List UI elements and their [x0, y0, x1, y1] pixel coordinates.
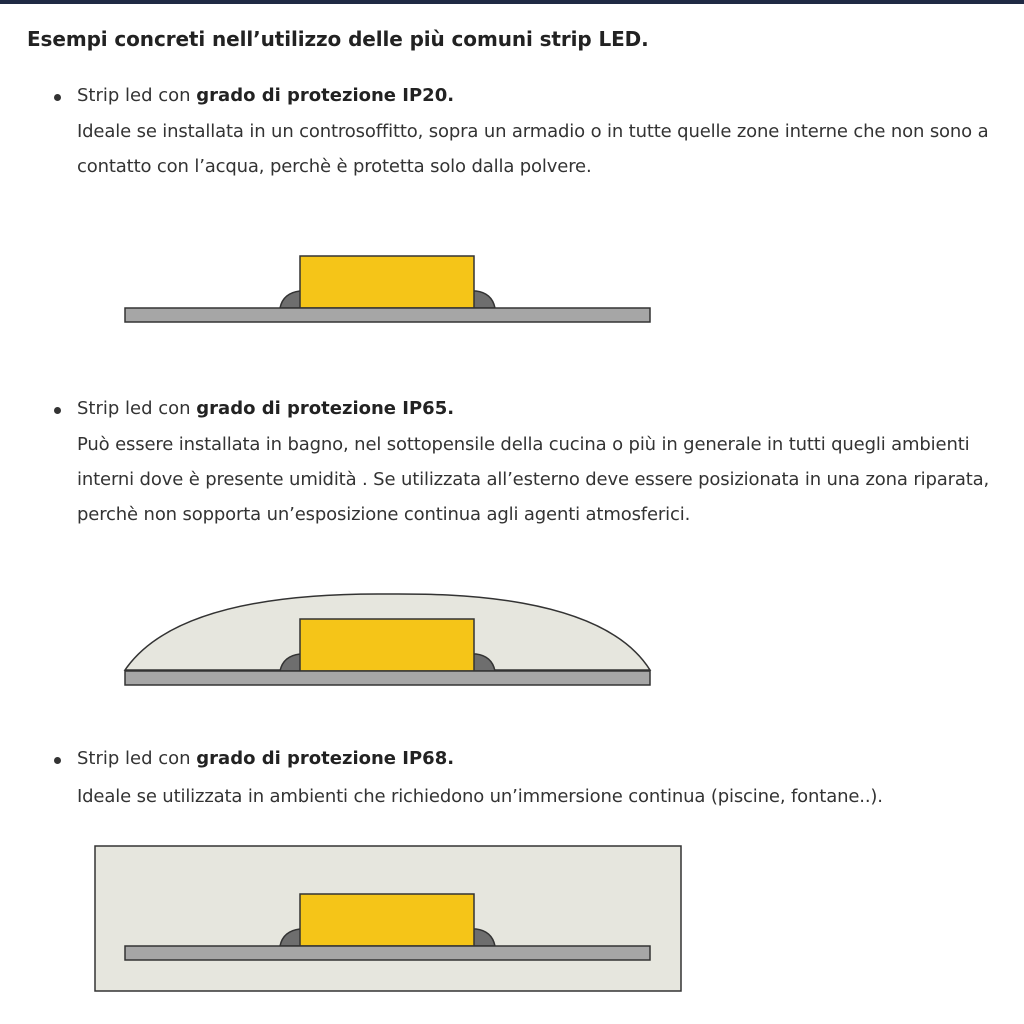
- page-title: Esempi concreti nell’utilizzo delle più comuni strip LED.: [27, 27, 649, 51]
- item-description: Ideale se installata in un controsoffitto, sopra un armadio o in tutte quelle zone interne che non sono a contatto con l’acqua, perchè è protetta solo dalla polvere.: [77, 121, 989, 177]
- item-heading-prefix: Strip led con: [77, 85, 197, 106]
- item-heading-bold: grado di protezione IP65.: [196, 398, 455, 419]
- strip-base: [125, 946, 650, 960]
- item-heading-bold: grado di protezione IP68.: [196, 748, 455, 769]
- led-chip: [300, 894, 474, 946]
- item-heading-prefix: Strip led con: [77, 748, 197, 769]
- item-heading-prefix: Strip led con: [77, 398, 197, 419]
- item-description: Può essere installata in bagno, nel sottopensile della cucina o più in generale in tutti quegli ambienti interni dove è presente umidità . Se utilizzata all’esterno deve essere posizionata in una zona riparata, perchè non sopporta un’esposizione continua agli agenti atmosferici.: [77, 434, 990, 525]
- item-heading-bold: grado di protezione IP20.: [196, 85, 455, 106]
- item-description: Ideale se utilizzata in ambienti che richiedono un’immersione continua (piscine, fontane..).: [77, 786, 883, 807]
